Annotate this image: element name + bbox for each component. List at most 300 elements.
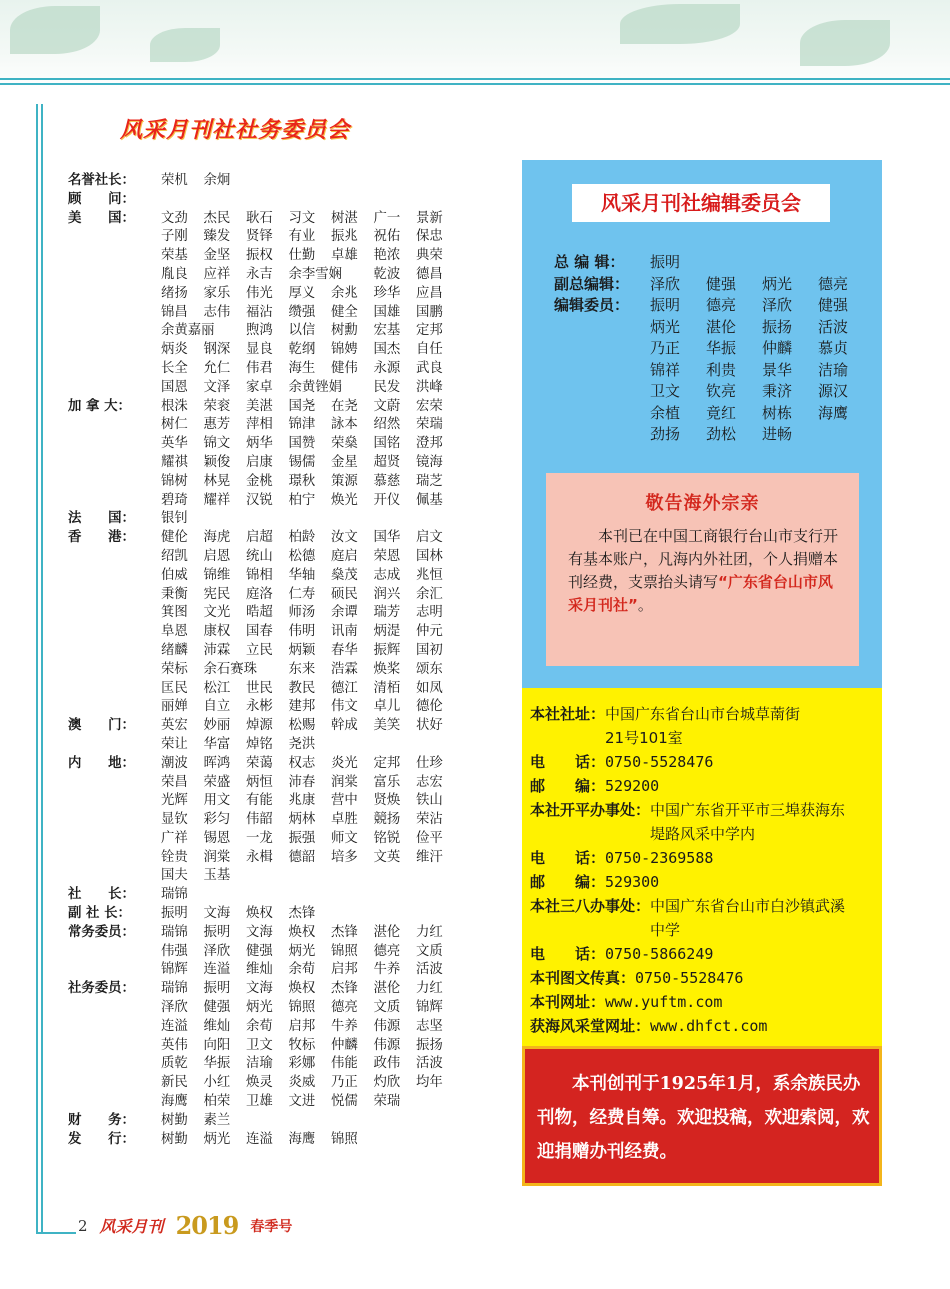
member-name: 沛霖 — [203, 642, 231, 658]
editorial-name: 竟红 — [706, 403, 737, 422]
member-name: 铨贵 — [161, 849, 188, 865]
editorial-name: 余植 — [650, 403, 681, 422]
member-name: 伟强 — [161, 943, 188, 959]
editorial-name: 锦祥 — [650, 360, 681, 379]
member-name: 炎威 — [288, 1075, 316, 1091]
member-name: 焕光 — [331, 492, 358, 508]
member-name: 余黄嘉丽 — [161, 323, 215, 339]
editorial-name: 洁瑜 — [818, 360, 849, 379]
notice-highlight: “广东省台山市风采月刊社” — [568, 573, 833, 614]
member-name: 定邦 — [373, 755, 401, 771]
member-row — [68, 398, 468, 511]
member-name: 仁寿 — [288, 586, 316, 602]
member-name: 炳颖 — [288, 642, 316, 658]
editorial-role: 编辑委员： — [554, 296, 630, 314]
member-name: 荣让 — [161, 736, 188, 752]
editorial-names — [650, 295, 875, 446]
member-row — [68, 1131, 468, 1150]
member-name: 国恩 — [161, 379, 188, 395]
member-name: 景新 — [416, 210, 443, 226]
left-rule — [41, 104, 43, 1234]
member-name: 福沾 — [246, 304, 273, 320]
member-name: 乾波 — [373, 266, 401, 282]
member-name: 泽欣 — [161, 1000, 188, 1016]
member-name: 卫文 — [246, 1037, 273, 1053]
member-name: 定邦 — [416, 323, 443, 339]
member-name: 荣衮 — [203, 398, 231, 414]
header-rule — [0, 83, 950, 85]
member-name: 春华 — [331, 642, 358, 658]
member-name: 余炯 — [203, 173, 231, 188]
page-number: 2 — [78, 1216, 88, 1235]
member-name: 自任 — [416, 342, 443, 358]
member-name: 荣标 — [161, 661, 188, 677]
member-name: 绍然 — [373, 417, 401, 433]
member-row — [68, 905, 468, 924]
contact-value: 0750-2369588 — [605, 849, 714, 867]
member-name: 幹成 — [331, 718, 358, 734]
editorial-name: 源汉 — [818, 382, 849, 400]
editorial-row — [554, 252, 875, 274]
member-name: 潮波 — [161, 755, 188, 771]
member-name: 讯南 — [331, 624, 358, 640]
member-name: 洁瑜 — [246, 1056, 273, 1072]
member-role: 法 国： — [68, 511, 135, 527]
member-name: 萍相 — [246, 417, 273, 433]
member-name: 余荀 — [246, 1018, 273, 1034]
member-name: 炳林 — [288, 812, 316, 828]
member-name: 荣沾 — [416, 812, 443, 828]
member-name: 丽婵 — [161, 699, 188, 715]
member-name: 海鹰 — [161, 1094, 188, 1110]
member-name: 活波 — [416, 962, 443, 978]
member-name: 余黄锉娟 — [288, 379, 343, 395]
member-name: 锦照 — [331, 943, 358, 959]
member-name: 硕民 — [331, 586, 358, 602]
contact-value: 中国广东省台山市台城草萳街21号101室 — [605, 705, 801, 747]
member-name: 锦娉 — [331, 342, 358, 358]
member-name: 兆康 — [288, 793, 316, 809]
member-name: 统山 — [246, 548, 273, 564]
editorial-list — [554, 252, 875, 446]
member-name: 荣盛 — [203, 774, 231, 790]
member-name: 立民 — [246, 642, 273, 658]
member-name: 金坚 — [203, 248, 231, 264]
member-name: 文海 — [203, 906, 231, 922]
member-name: 志宏 — [416, 774, 443, 790]
member-name: 厚义 — [288, 285, 316, 301]
member-role: 社 长： — [68, 887, 135, 903]
member-name: 一龙 — [246, 830, 273, 846]
member-name: 广一 — [373, 210, 401, 226]
member-name: 镜海 — [416, 454, 443, 470]
member-name: 余谭 — [331, 605, 358, 621]
member-name: 树勤 — [161, 1131, 188, 1147]
contact-label: 电 话： — [530, 849, 606, 867]
member-name: 如凤 — [416, 680, 443, 696]
member-name: 国鹏 — [416, 304, 443, 320]
member-name: 柏荣 — [203, 1094, 231, 1110]
member-name: 政伟 — [373, 1056, 401, 1072]
member-name: 树勤 — [161, 1112, 188, 1128]
editorial-name: 泽欣 — [762, 296, 793, 314]
member-name: 显良 — [246, 342, 273, 358]
member-name: 海生 — [288, 360, 316, 376]
member-name: 金桃 — [246, 473, 273, 489]
member-name: 锦照 — [288, 1000, 316, 1016]
member-name: 锦相 — [246, 567, 273, 583]
member-name: 锦文 — [203, 436, 231, 452]
member-name: 开仪 — [373, 492, 401, 508]
member-name: 杰锋 — [331, 924, 358, 940]
member-name: 余兆 — [331, 285, 358, 301]
member-name: 文海 — [246, 981, 273, 997]
member-name: 美笑 — [373, 718, 401, 734]
member-name: 余荀 — [288, 962, 316, 978]
member-name: 荣昌 — [161, 774, 188, 790]
member-name: 树仁 — [161, 417, 188, 433]
member-name: 荣机 — [161, 173, 188, 188]
member-name: 启文 — [416, 530, 443, 546]
contact-list — [530, 702, 850, 1038]
editorial-role: 总 编 辑： — [554, 253, 625, 271]
member-name: 余李雪娴 — [288, 266, 343, 282]
leaf-decoration — [620, 4, 740, 44]
contact-row — [530, 942, 850, 966]
member-row — [68, 1112, 468, 1131]
member-name: 胤良 — [161, 266, 188, 282]
member-name: 习文 — [288, 210, 316, 226]
editorial-name: 德亮 — [818, 274, 849, 293]
member-name: 碧琦 — [161, 492, 188, 508]
member-name: 振权 — [246, 248, 273, 264]
contact-label: 获海风采堂网址： — [530, 1017, 651, 1035]
member-row — [68, 980, 468, 1112]
editorial-name: 钦亮 — [706, 382, 737, 400]
member-name: 沛春 — [288, 774, 316, 790]
member-name: 启恩 — [203, 548, 231, 564]
member-name: 英华 — [161, 436, 188, 452]
member-name: 建邦 — [288, 699, 316, 715]
member-name: 英宏 — [161, 718, 188, 734]
editorial-name: 利贵 — [706, 360, 737, 379]
member-name: 师汤 — [288, 605, 316, 621]
member-name: 自立 — [203, 699, 231, 715]
member-name: 文光 — [203, 605, 231, 621]
member-name: 汉锐 — [246, 492, 273, 508]
member-name: 培多 — [331, 849, 358, 865]
member-name: 焕灵 — [246, 1075, 273, 1091]
member-name: 国铭 — [373, 436, 401, 452]
member-name: 永源 — [373, 360, 401, 376]
member-name: 振辉 — [373, 642, 401, 658]
member-row — [68, 886, 468, 905]
member-name: 瑞锦 — [161, 924, 188, 940]
contact-value: 0750-5528476 — [605, 753, 714, 771]
member-name: 小红 — [203, 1075, 231, 1091]
contact-value: www.yuftm.com — [605, 993, 723, 1011]
member-name: 珍华 — [373, 285, 401, 301]
member-name: 启康 — [246, 454, 273, 470]
year-logo: 2019 — [175, 1211, 239, 1240]
member-name: 国夫 — [161, 868, 188, 884]
header-decoration — [0, 0, 950, 88]
leaf-decoration — [10, 6, 100, 54]
member-name: 志明 — [416, 605, 443, 621]
member-name: 牛养 — [331, 1018, 358, 1034]
member-name: 有能 — [246, 793, 273, 809]
member-name: 妙丽 — [203, 718, 231, 734]
member-name: 瑞锦 — [161, 887, 188, 903]
member-name: 铁山 — [416, 793, 443, 809]
member-name: 荣基 — [161, 248, 188, 264]
editorial-name: 卫文 — [650, 382, 681, 400]
leaf-decoration — [800, 20, 890, 66]
leaf-decoration — [150, 28, 220, 62]
editorial-name: 振扬 — [762, 317, 793, 336]
member-name: 海鹰 — [288, 1131, 316, 1147]
member-name: 文质 — [416, 943, 443, 959]
editorial-name: 健强 — [818, 296, 849, 314]
editorial-row — [554, 274, 875, 296]
member-name: 光辉 — [161, 793, 188, 809]
member-name: 子刚 — [161, 229, 188, 245]
member-name: 华振 — [203, 1056, 231, 1072]
season-label: 春季号 — [250, 1218, 293, 1235]
editorial-name: 湛伦 — [706, 317, 737, 336]
member-role: 财 务： — [68, 1112, 135, 1128]
member-row — [68, 172, 468, 191]
member-name: 卓胜 — [331, 812, 358, 828]
member-name: 晖鸿 — [203, 755, 231, 771]
member-name: 典荣 — [416, 248, 443, 264]
member-name: 颂东 — [416, 661, 443, 677]
editorial-name: 德亮 — [706, 296, 737, 314]
magazine-name: 风采月刊 — [99, 1217, 164, 1236]
editorial-name: 仲麟 — [762, 339, 793, 357]
committee-members-list — [68, 172, 468, 1149]
member-names — [161, 529, 461, 717]
member-name: 炳恒 — [246, 774, 273, 790]
member-name: 世民 — [246, 680, 273, 696]
member-name: 绪扬 — [161, 285, 188, 301]
contact-row — [530, 750, 850, 774]
member-name: 权志 — [288, 755, 316, 771]
member-name: 以信 — [288, 323, 316, 339]
editorial-name: 活波 — [818, 317, 849, 336]
member-names — [161, 172, 461, 191]
member-name: 伟光 — [246, 285, 273, 301]
member-name: 华富 — [203, 736, 231, 752]
member-names — [161, 510, 461, 529]
member-name: 汝文 — [331, 530, 358, 546]
member-name: 国初 — [416, 642, 443, 658]
member-name: 文进 — [288, 1094, 316, 1110]
member-row — [68, 191, 468, 210]
member-name: 锦维 — [203, 567, 231, 583]
member-name: 海虎 — [203, 530, 231, 546]
contact-row — [530, 870, 850, 894]
member-name: 炳光 — [246, 1000, 273, 1016]
member-name: 炎光 — [331, 755, 358, 771]
member-name: 焕权 — [288, 924, 316, 940]
contact-value: 中国广东省开平市三埠获海东堤路风采中学内 — [650, 801, 846, 843]
member-name: 炳光 — [288, 943, 316, 959]
member-name: 国雄 — [373, 304, 401, 320]
member-name: 杰锋 — [331, 981, 358, 997]
member-names — [161, 755, 461, 887]
member-name: 松德 — [288, 548, 316, 564]
member-name: 连溢 — [161, 1018, 188, 1034]
member-row — [68, 210, 468, 398]
member-name: 武良 — [416, 360, 443, 376]
member-name: 卫雄 — [246, 1094, 273, 1110]
member-name: 国春 — [246, 624, 273, 640]
contact-label: 本社社址： — [530, 705, 606, 723]
member-role: 副 社 长： — [68, 906, 131, 922]
member-name: 炳光 — [203, 1131, 231, 1147]
member-name: 健全 — [331, 304, 358, 320]
member-name: 润棠 — [203, 849, 231, 865]
contact-row — [530, 966, 850, 990]
member-name: 教民 — [288, 680, 316, 696]
member-name: 永吉 — [246, 266, 273, 282]
member-name: 锦昌 — [161, 304, 188, 320]
member-names — [161, 905, 461, 924]
member-name: 绍凯 — [161, 548, 188, 564]
member-name: 文蔚 — [373, 398, 401, 414]
member-name: 连溢 — [203, 962, 231, 978]
member-names — [161, 980, 461, 1112]
member-name: 新民 — [161, 1075, 188, 1091]
member-name: 祝佑 — [373, 229, 401, 245]
member-name: 润棠 — [331, 774, 358, 790]
member-name: 东来 — [288, 661, 316, 677]
member-row — [68, 755, 468, 887]
member-name: 健强 — [246, 943, 273, 959]
contact-label: 电 话： — [530, 945, 606, 963]
member-name: 瑞锦 — [161, 981, 188, 997]
member-name: 华轴 — [288, 567, 316, 583]
contact-value: 529200 — [605, 777, 660, 795]
member-name: 富乐 — [373, 774, 401, 790]
member-name: 均年 — [416, 1075, 443, 1091]
member-name: 维灿 — [246, 962, 273, 978]
member-name: 启邦 — [331, 962, 358, 978]
editorial-name: 秉济 — [762, 382, 793, 400]
notice-text: 本刊已在中国工商银行台山市支行开有基本账户，凡海内外社团，个人捐赠本刊经费，支票抬头请写“广东省台山市风采月刊社”。 — [568, 527, 839, 614]
editorial-name: 海鹰 — [818, 403, 849, 422]
contact-row — [530, 846, 850, 870]
member-row — [68, 510, 468, 529]
member-role: 社务委员： — [68, 981, 135, 997]
member-name: 林晃 — [203, 473, 231, 489]
member-name: 仲元 — [416, 624, 443, 640]
member-names — [161, 191, 461, 210]
intro-text: 本刊创刊于1925年1月，系余族民办刊物，经费自筹。欢迎投稿，欢迎索阅，欢迎捐赠办刊经费。 — [537, 1074, 870, 1162]
member-name: 匡民 — [161, 680, 188, 696]
member-name: 阜恩 — [161, 624, 188, 640]
editorial-names — [650, 252, 875, 274]
member-names — [161, 398, 461, 511]
member-name: 卓雄 — [331, 248, 358, 264]
member-name: 文英 — [373, 849, 401, 865]
member-row — [68, 529, 468, 717]
member-name: 文海 — [246, 924, 273, 940]
member-name: 振兆 — [331, 229, 358, 245]
member-name: 营中 — [331, 793, 358, 809]
member-names — [161, 717, 461, 755]
member-names — [161, 886, 461, 905]
contact-label: 本刊图文传真： — [530, 969, 636, 987]
member-name: 策源 — [331, 473, 358, 489]
member-name: 绪麟 — [161, 642, 188, 658]
member-name: 广祥 — [161, 830, 188, 846]
member-name: 英伟 — [161, 1037, 188, 1053]
contact-label: 邮 编： — [530, 873, 606, 891]
member-name: 文劲 — [161, 210, 188, 226]
member-role: 美 国： — [68, 210, 135, 226]
member-name: 德亮 — [373, 943, 401, 959]
member-name: 炳炎 — [161, 342, 188, 358]
member-name: 启超 — [246, 530, 273, 546]
notice-title: 敬告海外宗亲 — [645, 493, 760, 514]
member-name: 瑞芳 — [373, 605, 401, 621]
member-name: 家乐 — [203, 285, 231, 301]
editorial-name: 炳光 — [650, 317, 681, 336]
member-name: 箕图 — [161, 605, 188, 621]
member-name: 振扬 — [416, 1037, 443, 1053]
member-name: 允仁 — [203, 360, 231, 376]
member-name: 文质 — [373, 1000, 401, 1016]
member-name: 佩基 — [416, 492, 443, 508]
editorial-names — [650, 274, 875, 296]
member-name: 缵强 — [288, 304, 316, 320]
footer-rule — [36, 1232, 76, 1234]
member-name: 伟能 — [331, 1056, 358, 1072]
member-name: 德昌 — [416, 266, 443, 282]
member-name: 素兰 — [203, 1112, 231, 1128]
member-name: 长全 — [161, 360, 188, 376]
member-name: 兆恒 — [416, 567, 443, 583]
member-name: 国林 — [416, 548, 443, 564]
editorial-name: 健强 — [706, 274, 737, 293]
member-name: 松赐 — [288, 718, 316, 734]
member-name: 国华 — [373, 530, 401, 546]
contact-panel — [522, 688, 882, 1046]
notice-panel — [546, 473, 859, 666]
member-name: 家卓 — [246, 379, 273, 395]
contact-label: 邮 编： — [530, 777, 606, 795]
member-name: 超贤 — [373, 454, 401, 470]
member-name: 志坚 — [416, 1018, 443, 1034]
member-name: 民发 — [373, 379, 401, 395]
contact-row — [530, 774, 850, 798]
member-name: 伯威 — [161, 567, 188, 583]
member-name: 连溢 — [246, 1131, 273, 1147]
member-name: 伟君 — [246, 360, 273, 376]
member-name: 俭平 — [416, 830, 443, 846]
page-title: 风采月刊社社务委员会 — [120, 117, 351, 143]
member-name: 德韶 — [288, 849, 316, 865]
editorial-name: 树栋 — [762, 403, 793, 422]
member-name: 彩匀 — [203, 812, 231, 828]
member-name: 志成 — [373, 567, 401, 583]
member-name: 银钊 — [161, 511, 188, 527]
member-name: 显钦 — [161, 812, 188, 828]
member-name: 湛伦 — [373, 924, 401, 940]
member-name: 松江 — [203, 680, 231, 696]
